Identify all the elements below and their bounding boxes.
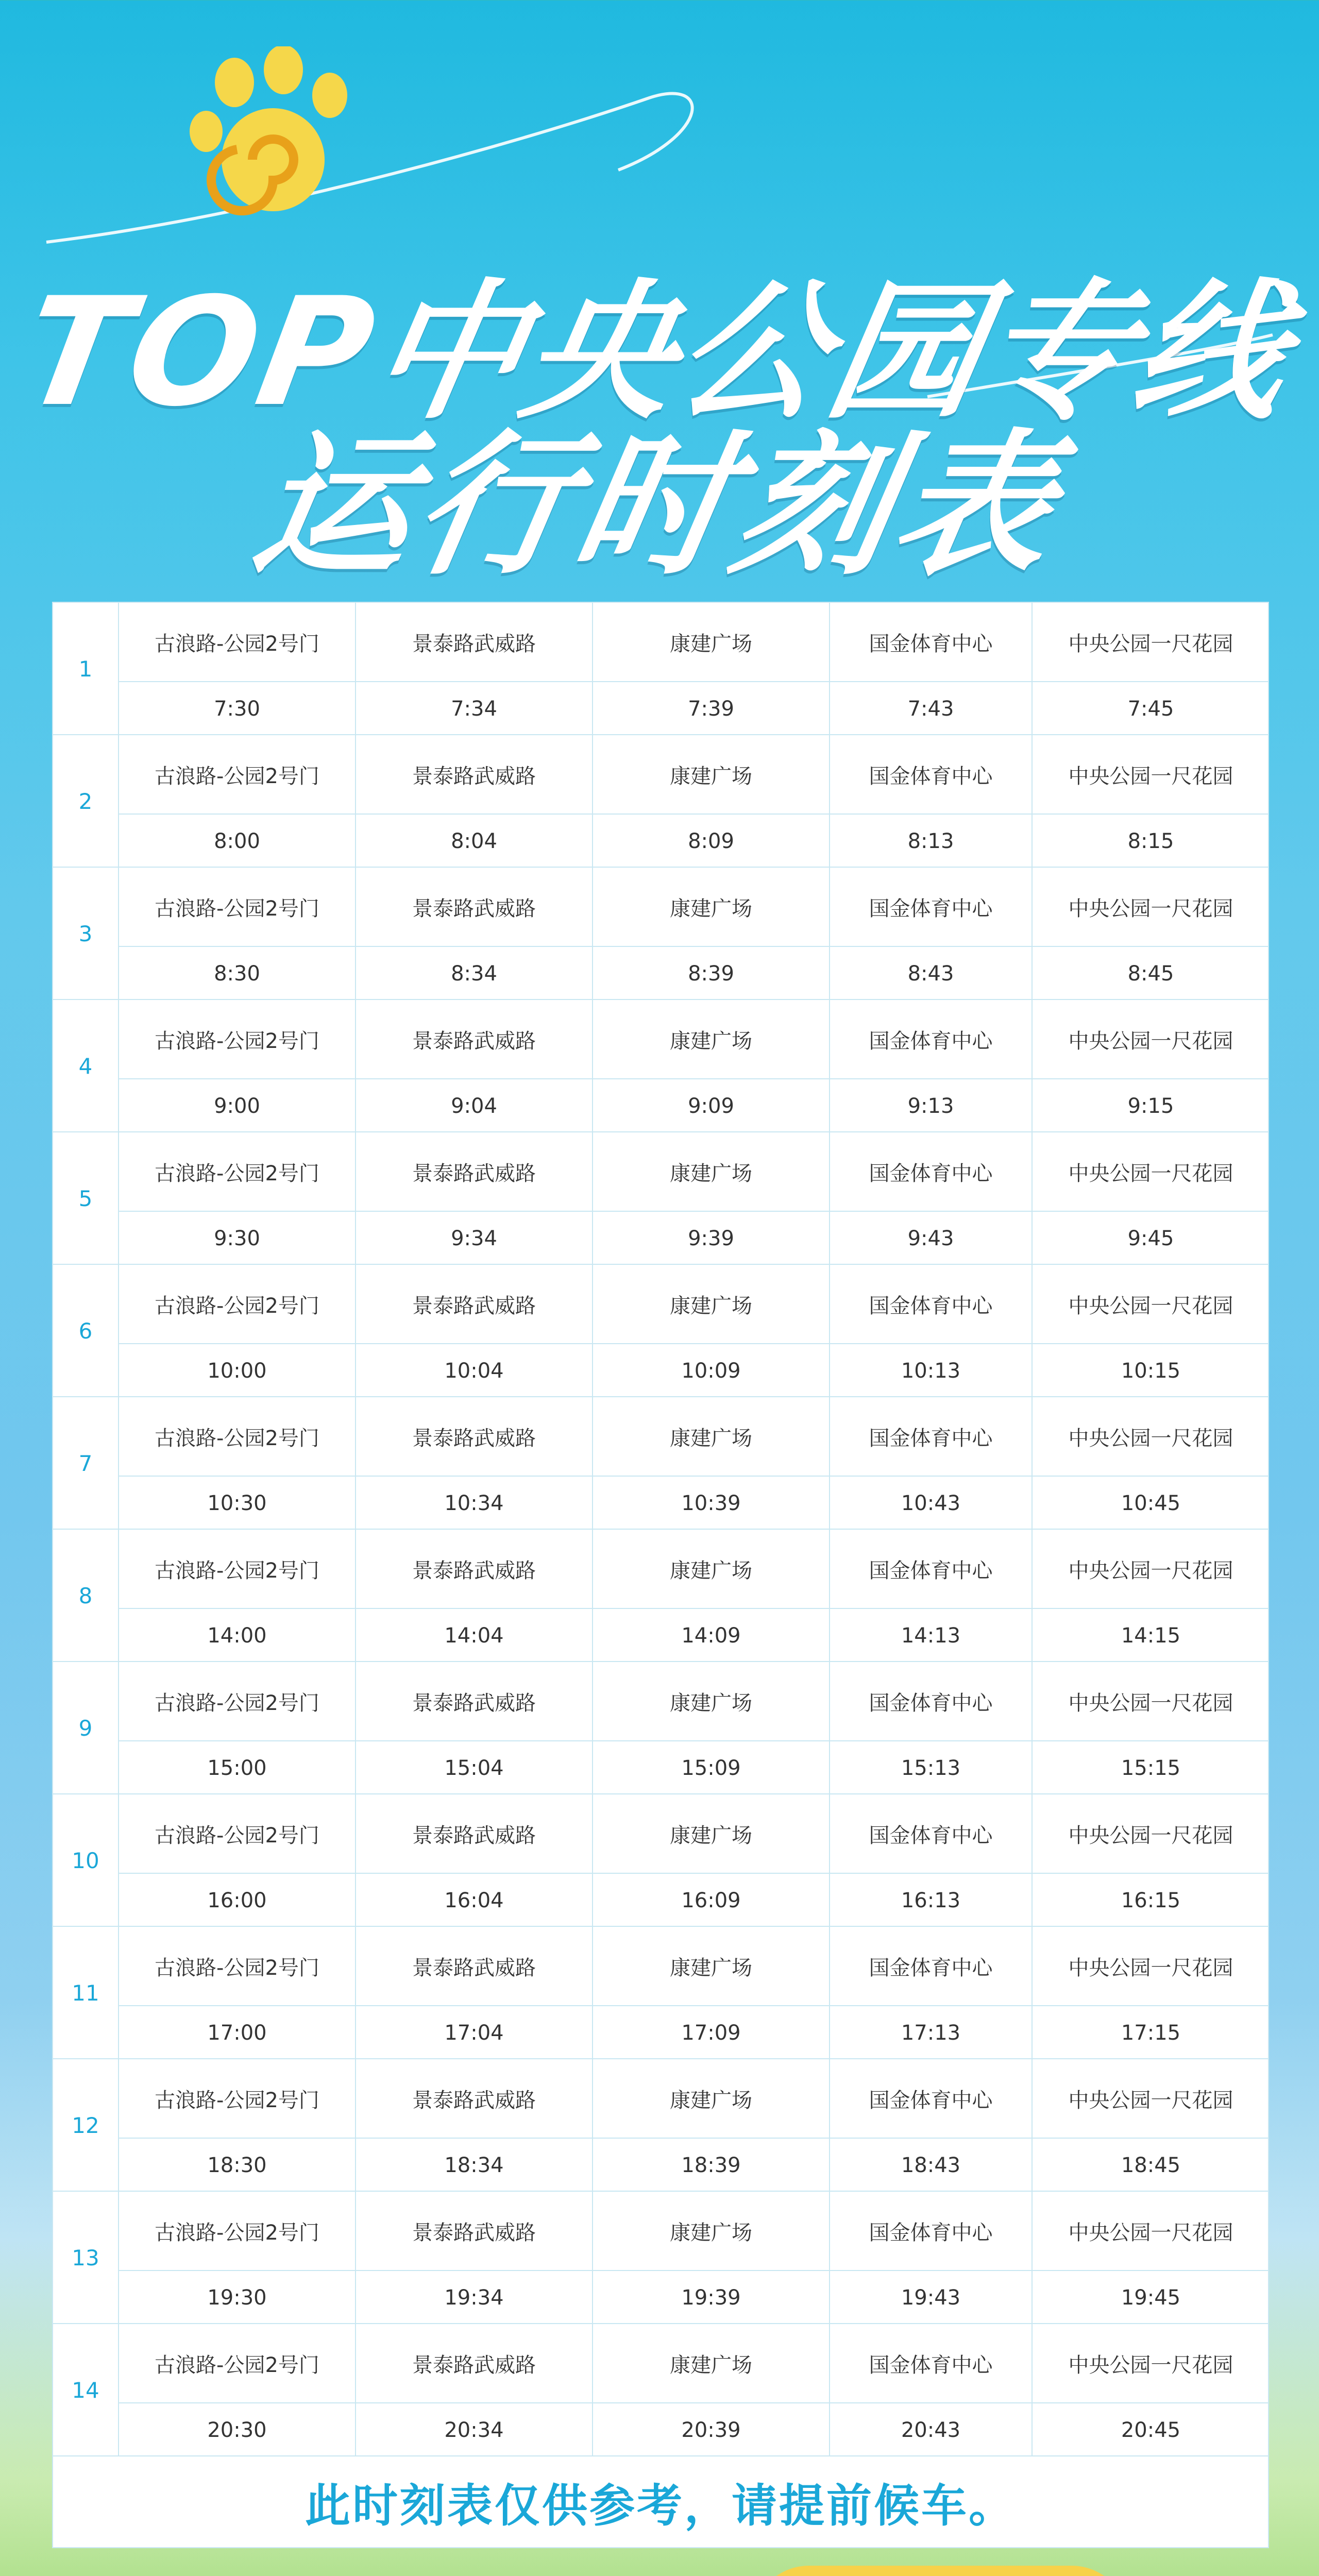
trip-number: 3	[53, 868, 119, 1000]
departure-time: 8:43	[830, 947, 1033, 1000]
stop-name: 景泰路武威路	[356, 1397, 593, 1477]
departure-time: 17:13	[830, 2006, 1033, 2059]
departure-time: 15:09	[593, 1741, 830, 1794]
departure-time: 10:04	[356, 1344, 593, 1397]
trip-number: 9	[53, 1662, 119, 1794]
stop-name: 国金体育中心	[830, 1794, 1033, 1874]
departure-time: 20:30	[119, 2403, 356, 2456]
stop-name: 景泰路武威路	[356, 1000, 593, 1079]
trip-grid	[119, 2059, 1268, 2192]
departure-time: 17:04	[356, 2006, 593, 2059]
departure-time: 7:43	[830, 682, 1033, 735]
stop-name: 古浪路-公园2号门	[119, 1132, 356, 1212]
departure-time: 10:00	[119, 1344, 356, 1397]
stop-name: 康建广场	[593, 1794, 830, 1874]
table-row	[53, 1265, 1268, 1397]
departure-time: 16:13	[830, 1874, 1033, 1927]
table-row	[53, 868, 1268, 1000]
departure-time: 18:43	[830, 2139, 1033, 2192]
departure-time: 7:30	[119, 682, 356, 735]
stop-name: 中央公园一尺花园	[1033, 735, 1269, 815]
stop-name: 景泰路武威路	[356, 2059, 593, 2139]
departure-time: 18:30	[119, 2139, 356, 2192]
stop-name: 康建广场	[593, 735, 830, 815]
departure-time: 10:30	[119, 1477, 356, 1530]
trip-grid	[119, 1265, 1268, 1397]
departure-time: 10:43	[830, 1477, 1033, 1530]
stop-name: 中央公园一尺花园	[1033, 1132, 1269, 1212]
trip-grid	[119, 1794, 1268, 1927]
departure-time: 8:39	[593, 947, 830, 1000]
trip-grid	[119, 2324, 1268, 2456]
departure-time: 19:39	[593, 2271, 830, 2324]
table-row	[53, 1662, 1268, 1794]
table-row	[53, 735, 1268, 868]
stop-name: 康建广场	[593, 2192, 830, 2271]
stop-name: 古浪路-公园2号门	[119, 603, 356, 682]
stop-name: 国金体育中心	[830, 1530, 1033, 1609]
trip-grid	[119, 1927, 1268, 2059]
departure-time: 8:13	[830, 815, 1033, 868]
trip-grid	[119, 603, 1268, 735]
stop-name: 康建广场	[593, 2324, 830, 2403]
table-row	[53, 1530, 1268, 1662]
page-title-line1: TOP中央公园专线	[10, 266, 1304, 439]
departure-time: 9:34	[356, 1212, 593, 1265]
trip-grid	[119, 735, 1268, 868]
trip-number: 10	[53, 1794, 119, 1927]
departure-time: 14:00	[119, 1609, 356, 1662]
trip-number: 1	[53, 603, 119, 735]
stop-name: 古浪路-公园2号门	[119, 1794, 356, 1874]
departure-time: 16:09	[593, 1874, 830, 1927]
stop-name: 古浪路-公园2号门	[119, 1927, 356, 2006]
stop-name: 古浪路-公园2号门	[119, 735, 356, 815]
trip-number: 13	[53, 2192, 119, 2324]
stop-name: 康建广场	[593, 868, 830, 947]
stop-name: 景泰路武威路	[356, 1530, 593, 1609]
departure-time: 18:45	[1121, 2153, 1181, 2177]
table-row	[53, 1794, 1268, 1927]
departure-time: 16:15	[1121, 1888, 1181, 1912]
departure-time: 17:15	[1121, 2021, 1181, 2045]
departure-time: 7:39	[593, 682, 830, 735]
trip-number: 7	[53, 1397, 119, 1530]
trip-number: 4	[53, 1000, 119, 1132]
departure-time: 16:04	[356, 1874, 593, 1927]
school-bus-icon	[752, 2566, 1128, 2576]
stop-name: 康建广场	[593, 1530, 830, 1609]
stop-name: 中央公园一尺花园	[1033, 1265, 1269, 1344]
stop-name: 康建广场	[593, 2059, 830, 2139]
trip-number: 11	[53, 1927, 119, 2059]
table-row	[53, 1927, 1268, 2059]
departure-time: 9:30	[119, 1212, 356, 1265]
departure-time: 18:34	[356, 2139, 593, 2192]
stop-name: 国金体育中心	[830, 1265, 1033, 1344]
timetable-card	[52, 602, 1269, 2548]
departure-time: 14:09	[593, 1609, 830, 1662]
departure-time: 15:04	[356, 1741, 593, 1794]
departure-time: 8:30	[119, 947, 356, 1000]
table-row	[53, 1000, 1268, 1132]
departure-time: 14:15	[1121, 1623, 1181, 1648]
stop-name: 中央公园一尺花园	[1033, 1000, 1269, 1079]
stop-name: 国金体育中心	[830, 2059, 1033, 2139]
departure-time: 9:04	[356, 1079, 593, 1132]
stop-name: 中央公园一尺花园	[1033, 1794, 1269, 1874]
stop-name: 国金体育中心	[830, 1397, 1033, 1477]
trip-grid	[119, 1530, 1268, 1662]
stop-name: 康建广场	[593, 1662, 830, 1741]
departure-time: 8:04	[356, 815, 593, 868]
stop-name: 景泰路武威路	[356, 735, 593, 815]
departure-time: 19:45	[1121, 2285, 1181, 2310]
stop-name: 国金体育中心	[830, 1000, 1033, 1079]
stop-name: 康建广场	[593, 1132, 830, 1212]
stop-name: 国金体育中心	[830, 1662, 1033, 1741]
departure-time: 20:43	[830, 2403, 1033, 2456]
departure-time: 8:34	[356, 947, 593, 1000]
departure-time: 9:13	[830, 1079, 1033, 1132]
trip-grid	[119, 1000, 1268, 1132]
stop-name: 景泰路武威路	[356, 1927, 593, 2006]
departure-time: 8:09	[593, 815, 830, 868]
stop-name: 中央公园一尺花园	[1033, 1397, 1269, 1477]
stop-name: 中央公园一尺花园	[1033, 1530, 1269, 1609]
stop-name: 国金体育中心	[830, 735, 1033, 815]
trip-number: 6	[53, 1265, 119, 1397]
stop-name: 古浪路-公园2号门	[119, 1397, 356, 1477]
stop-name: 古浪路-公园2号门	[119, 2192, 356, 2271]
departure-time: 15:15	[1121, 1756, 1181, 1780]
departure-time: 16:00	[119, 1874, 356, 1927]
stop-name: 康建广场	[593, 1265, 830, 1344]
trip-grid	[119, 868, 1268, 1000]
stop-name: 中央公园一尺花园	[1033, 868, 1269, 947]
trip-number: 12	[53, 2059, 119, 2192]
stop-name: 中央公园一尺花园	[1033, 1662, 1269, 1741]
departure-time: 9:39	[593, 1212, 830, 1265]
stop-name: 中央公园一尺花园	[1033, 603, 1269, 682]
departure-time: 9:45	[1127, 1226, 1174, 1250]
table-row	[53, 2192, 1268, 2324]
table-row	[53, 2324, 1268, 2456]
table-row	[53, 603, 1268, 735]
paw-logo-icon	[185, 46, 361, 222]
stop-name: 景泰路武威路	[356, 2324, 593, 2403]
stop-name: 中央公园一尺花园	[1033, 1927, 1269, 2006]
stop-name: 景泰路武威路	[356, 1132, 593, 1212]
stop-name: 古浪路-公园2号门	[119, 868, 356, 947]
trip-number: 5	[53, 1132, 119, 1265]
departure-time: 8:15	[1127, 829, 1174, 853]
page-title-line2: 运行时刻表	[242, 416, 1073, 596]
departure-time: 19:34	[356, 2271, 593, 2324]
table-row	[53, 1132, 1268, 1265]
stop-name: 古浪路-公园2号门	[119, 1265, 356, 1344]
departure-time: 10:45	[1121, 1491, 1181, 1515]
trip-grid	[119, 1397, 1268, 1530]
stop-name: 康建广场	[593, 1000, 830, 1079]
trip-grid	[119, 1132, 1268, 1265]
departure-time: 10:34	[356, 1477, 593, 1530]
departure-time: 15:13	[830, 1741, 1033, 1794]
departure-time: 10:13	[830, 1344, 1033, 1397]
departure-time: 9:00	[119, 1079, 356, 1132]
stop-name: 景泰路武威路	[356, 603, 593, 682]
table-row	[53, 2059, 1268, 2192]
stop-name: 国金体育中心	[830, 603, 1033, 682]
departure-time: 10:15	[1121, 1359, 1181, 1383]
trip-grid	[119, 1662, 1268, 1794]
stop-name: 国金体育中心	[830, 2192, 1033, 2271]
trip-number: 14	[53, 2324, 119, 2456]
stop-name: 中央公园一尺花园	[1033, 2059, 1269, 2139]
stop-name: 景泰路武威路	[356, 1265, 593, 1344]
footer-note: 此时刻表仅供参考，请提前候车。	[305, 2479, 1016, 2532]
departure-time: 8:00	[119, 815, 356, 868]
stop-name: 国金体育中心	[830, 1132, 1033, 1212]
trip-grid	[119, 2192, 1268, 2324]
stop-name: 古浪路-公园2号门	[119, 1662, 356, 1741]
departure-time: 7:34	[356, 682, 593, 735]
departure-time: 15:00	[119, 1741, 356, 1794]
departure-time: 8:45	[1127, 961, 1174, 986]
departure-time: 9:09	[593, 1079, 830, 1132]
departure-time: 9:43	[830, 1212, 1033, 1265]
departure-time: 14:04	[356, 1609, 593, 1662]
stop-name: 景泰路武威路	[356, 1794, 593, 1874]
stop-name: 康建广场	[593, 1927, 830, 2006]
departure-time: 7:45	[1127, 697, 1174, 721]
table-row	[53, 1397, 1268, 1530]
stop-name: 古浪路-公园2号门	[119, 1000, 356, 1079]
trip-number: 2	[53, 735, 119, 868]
departure-time: 20:45	[1121, 2418, 1181, 2442]
stop-name: 康建广场	[593, 1397, 830, 1477]
stop-name: 古浪路-公园2号门	[119, 1530, 356, 1609]
stop-name: 景泰路武威路	[356, 868, 593, 947]
departure-time: 19:43	[830, 2271, 1033, 2324]
stop-name: 古浪路-公园2号门	[119, 2324, 356, 2403]
stop-name: 国金体育中心	[830, 2324, 1033, 2403]
departure-time: 20:34	[356, 2403, 593, 2456]
departure-time: 10:09	[593, 1344, 830, 1397]
stop-name: 国金体育中心	[830, 1927, 1033, 2006]
departure-time: 14:13	[830, 1609, 1033, 1662]
departure-time: 17:00	[119, 2006, 356, 2059]
stop-name: 康建广场	[593, 603, 830, 682]
departure-time: 9:15	[1127, 1094, 1174, 1118]
stop-name: 景泰路武威路	[356, 1662, 593, 1741]
departure-time: 17:09	[593, 2006, 830, 2059]
stop-name: 古浪路-公园2号门	[119, 2059, 356, 2139]
stop-name: 景泰路武威路	[356, 2192, 593, 2271]
departure-time: 18:39	[593, 2139, 830, 2192]
departure-time: 10:39	[593, 1477, 830, 1530]
departure-time: 20:39	[593, 2403, 830, 2456]
stop-name: 国金体育中心	[830, 868, 1033, 947]
trip-number: 8	[53, 1530, 119, 1662]
stop-name: 中央公园一尺花园	[1033, 2324, 1269, 2403]
stop-name: 中央公园一尺花园	[1033, 2192, 1269, 2271]
departure-time: 19:30	[119, 2271, 356, 2324]
